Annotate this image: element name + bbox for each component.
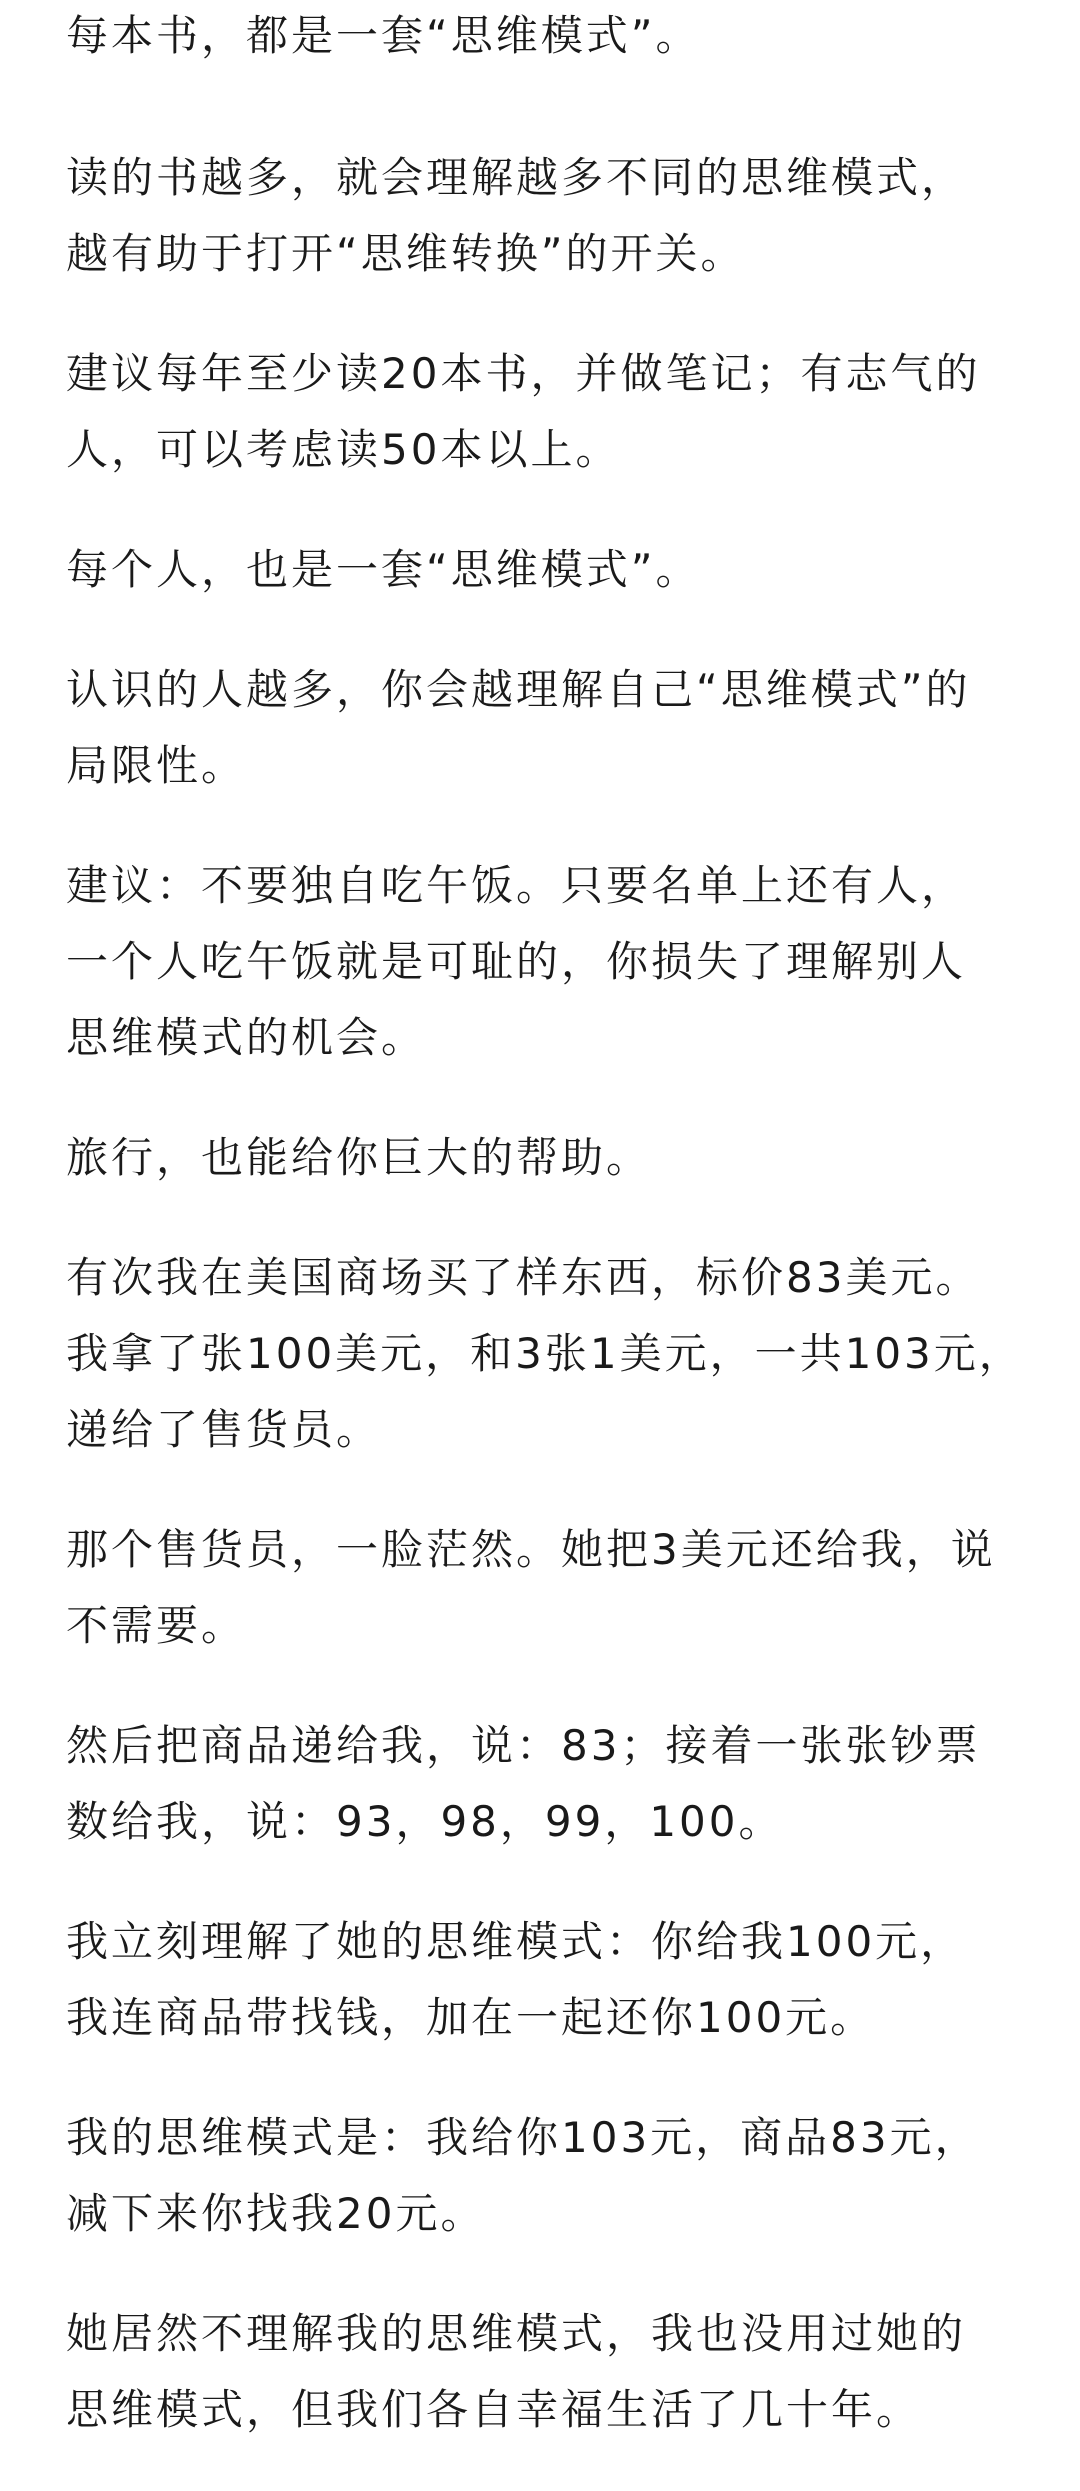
- paragraph: [66, 652, 1020, 804]
- paragraph: [66, 532, 1020, 608]
- text-line: 读的书越多，就会理解越多不同的思维模式，: [66, 153, 967, 202]
- paragraph: [66, 1708, 1020, 1860]
- text-line: 思维模式的机会。: [66, 1013, 427, 1062]
- paragraph: [66, 2296, 1020, 2448]
- text-line: 建议：不要独自吃午饭。只要名单上还有人，: [66, 861, 967, 910]
- text-line: 不需要。: [66, 1601, 247, 1650]
- text-line: 递给了售货员。: [66, 1405, 382, 1454]
- text-line: 我拿了张100美元，和3张1美元，一共103元，: [66, 1329, 1024, 1378]
- text-line: 每本书，都是一套“思维模式”。: [66, 11, 701, 60]
- paragraph: [66, 1512, 1020, 1664]
- text-line: 那个售货员，一脸茫然。她把3美元还给我，说: [66, 1525, 996, 1574]
- text-line: 有次我在美国商场买了样东西，标价83美元。: [66, 1253, 981, 1302]
- text-line: 减下来你找我20元。: [66, 2189, 486, 2238]
- text-line: 一个人吃午饭就是可耻的，你损失了理解别人: [66, 937, 967, 986]
- paragraph: [66, 336, 1020, 488]
- text-line: 认识的人越多，你会越理解自己“思维模式”的: [66, 665, 971, 714]
- text-line: 人，可以考虑读50本以上。: [66, 425, 621, 474]
- text-line: 局限性。: [66, 741, 247, 790]
- paragraph: [66, 0, 1020, 74]
- text-line: 她居然不理解我的思维模式，我也没用过她的: [66, 2309, 967, 2358]
- text-line: 建议每年至少读20本书，并做笔记；有志气的: [66, 349, 981, 398]
- paragraph: [66, 1904, 1020, 2056]
- text-line: 每个人，也是一套“思维模式”。: [66, 545, 701, 594]
- text-line: 旅行，也能给你巨大的帮助。: [66, 1133, 652, 1182]
- paragraph: [66, 2100, 1020, 2252]
- text-line: 我立刻理解了她的思维模式：你给我100元，: [66, 1917, 966, 1966]
- paragraph: [66, 140, 1020, 292]
- text-line: 我连商品带找钱，加在一起还你100元。: [66, 1993, 876, 2042]
- text-line: 思维模式，但我们各自幸福生活了几十年。: [66, 2385, 922, 2434]
- text-line: 然后把商品递给我，说：83；接着一张张钞票: [66, 1721, 981, 1770]
- paragraph: [66, 1120, 1020, 1196]
- text-line: 数给我，说：93，98，99，100。: [66, 1797, 784, 1846]
- text-line: 越有助于打开“思维转换”的开关。: [66, 229, 746, 278]
- text-line: 我的思维模式是：我给你103元，商品83元，: [66, 2113, 980, 2162]
- paragraph: [66, 1240, 1024, 1468]
- paragraph: [66, 848, 1020, 1076]
